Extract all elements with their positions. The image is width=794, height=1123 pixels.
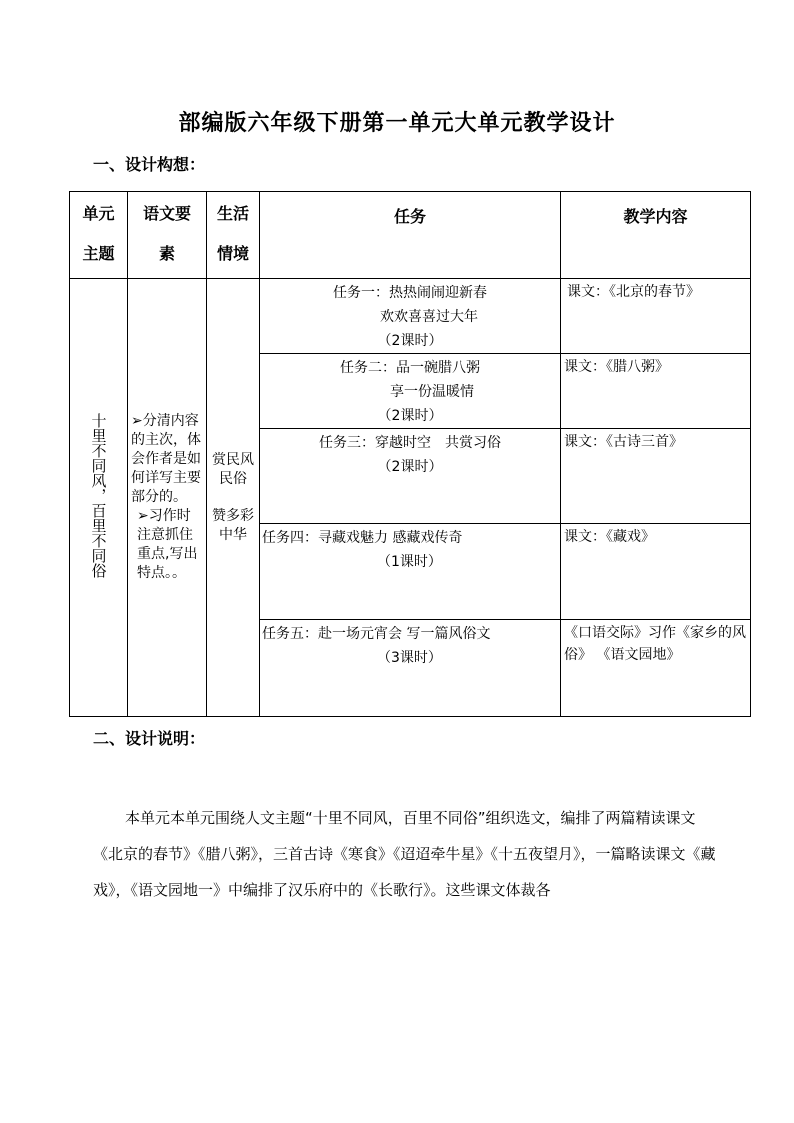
life-item: 赞多彩中华: [212, 507, 254, 543]
element-item: ➢分清内容的主次，体会作者是如何详写主要部分的。: [131, 413, 201, 505]
header-life: 生活 情境: [207, 192, 260, 279]
unit-theme-cell: [70, 279, 128, 717]
task-cell: 任务四：寻藏戏魅力 感藏戏传奇 （1课时）: [260, 524, 561, 620]
header-tasks: 任务: [260, 192, 561, 279]
life-cell: [207, 279, 260, 717]
section-heading-design-notes: 二、设计说明：: [93, 729, 206, 748]
task-cell: 任务二：品一碗腊八粥 享一份温暖情 （2课时）: [260, 354, 561, 429]
elements-cell: [128, 279, 207, 717]
body-paragraph: 本单元本单元围绕人文主题“十里不同风，百里不同俗”组织选文，编排了两篇精读课文《北京的春节》《腊八粥》，三首古诗《寒食》《迢迢牵牛星》《十五夜望月》，一篇略读课文《藏戏》，《语文园地一》中编排了汉乐府中的《长歌行》。这些课文体裁各: [93, 809, 716, 899]
content-cell: 课文：《腊八粥》: [561, 354, 751, 429]
content-cell: 课文：《北京的春节》: [561, 279, 751, 354]
design-table: [69, 191, 751, 717]
header-unit-theme: 单元 主题: [70, 192, 128, 279]
element-item: ➢习作时注意抓住重点,写出特点。。: [137, 508, 198, 581]
page-title: 部编版六年级下册第一单元大单元教学设计: [178, 111, 616, 136]
content-cell: 课文：《藏戏》: [561, 524, 751, 620]
unit-theme-text: 十里不同风，百里不同俗: [89, 413, 108, 578]
header-content: 教学内容: [561, 192, 751, 279]
content-cell: 课文：《古诗三首》: [561, 429, 751, 524]
task-cell: 任务五：赴一场元宵会 写一篇风俗文 （3课时）: [260, 620, 561, 717]
table-header-row: [70, 192, 751, 279]
table-row: [70, 279, 751, 354]
life-item: 赏民风民俗: [212, 451, 254, 487]
header-elements: 语文要 素: [128, 192, 207, 279]
task-cell: 任务三：穿越时空 共赏习俗 （2课时）: [260, 429, 561, 524]
content-cell: 《口语交际》习作《家乡的风俗》 《语文园地》: [561, 620, 751, 717]
task-cell: 任务一：热热闹闹迎新春 欢欢喜喜过大年 （2课时）: [260, 279, 561, 354]
section-heading-design-concept: 一、设计构想：: [93, 155, 206, 174]
